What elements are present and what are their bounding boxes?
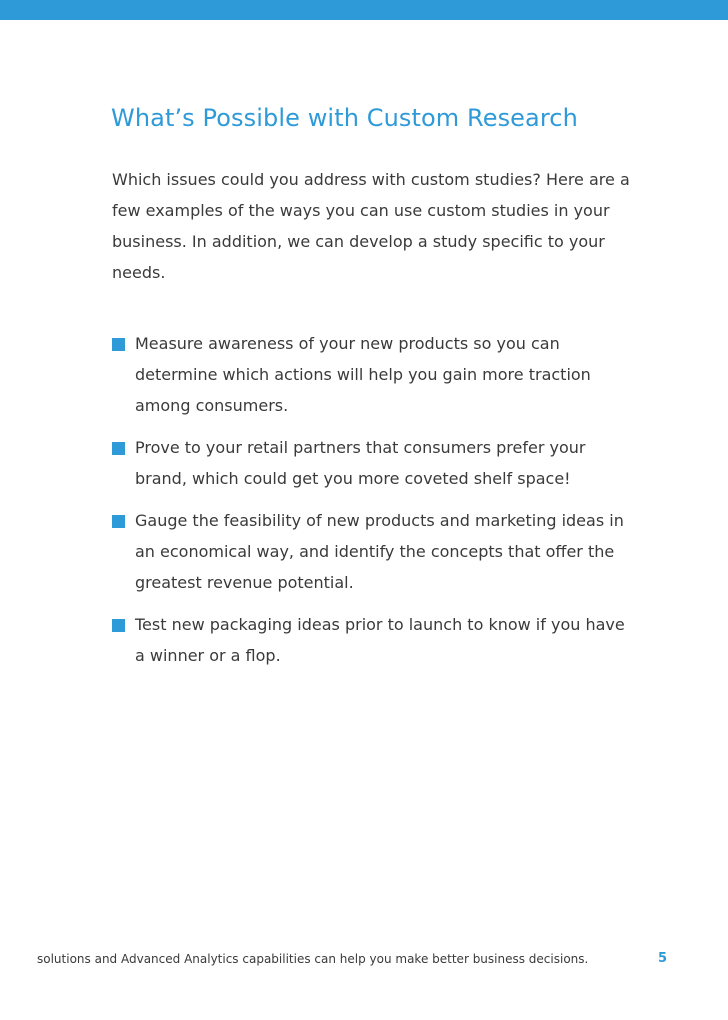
page-title: What’s Possible with Custom Research: [111, 104, 578, 132]
bullet-square-icon: [112, 338, 125, 351]
examples-list: [112, 328, 632, 682]
footer-text: solutions and Advanced Analytics capabilities can help you make better business decisions.: [37, 952, 589, 966]
list-item-text: Gauge the feasibility of new products and marketing ideas in an economical way, and identify the concepts that offer the greatest revenue potential.: [135, 511, 624, 592]
list-item: [112, 328, 632, 421]
bullet-square-icon: [112, 619, 125, 632]
list-item-text: Measure awareness of your new products so you can determine which actions will help you gain more traction among consumers.: [135, 334, 591, 415]
list-item-text: Test new packaging ideas prior to launch to know if you have a winner or a flop.: [135, 615, 625, 665]
intro-paragraph: Which issues could you address with custom studies? Here are a few examples of the ways you can use custom studies in your business. In addition, we can develop a study specific to your needs.: [112, 170, 630, 282]
bullet-square-icon: [112, 515, 125, 528]
list-item: [112, 609, 632, 671]
list-item: [112, 432, 632, 494]
page-number: 5: [658, 951, 668, 966]
bullet-square-icon: [112, 442, 125, 455]
list-item-text: Prove to your retail partners that consumers prefer your brand, which could get you more coveted shelf space!: [135, 438, 586, 488]
list-item: [112, 505, 632, 598]
top-accent-bar: [0, 0, 728, 20]
